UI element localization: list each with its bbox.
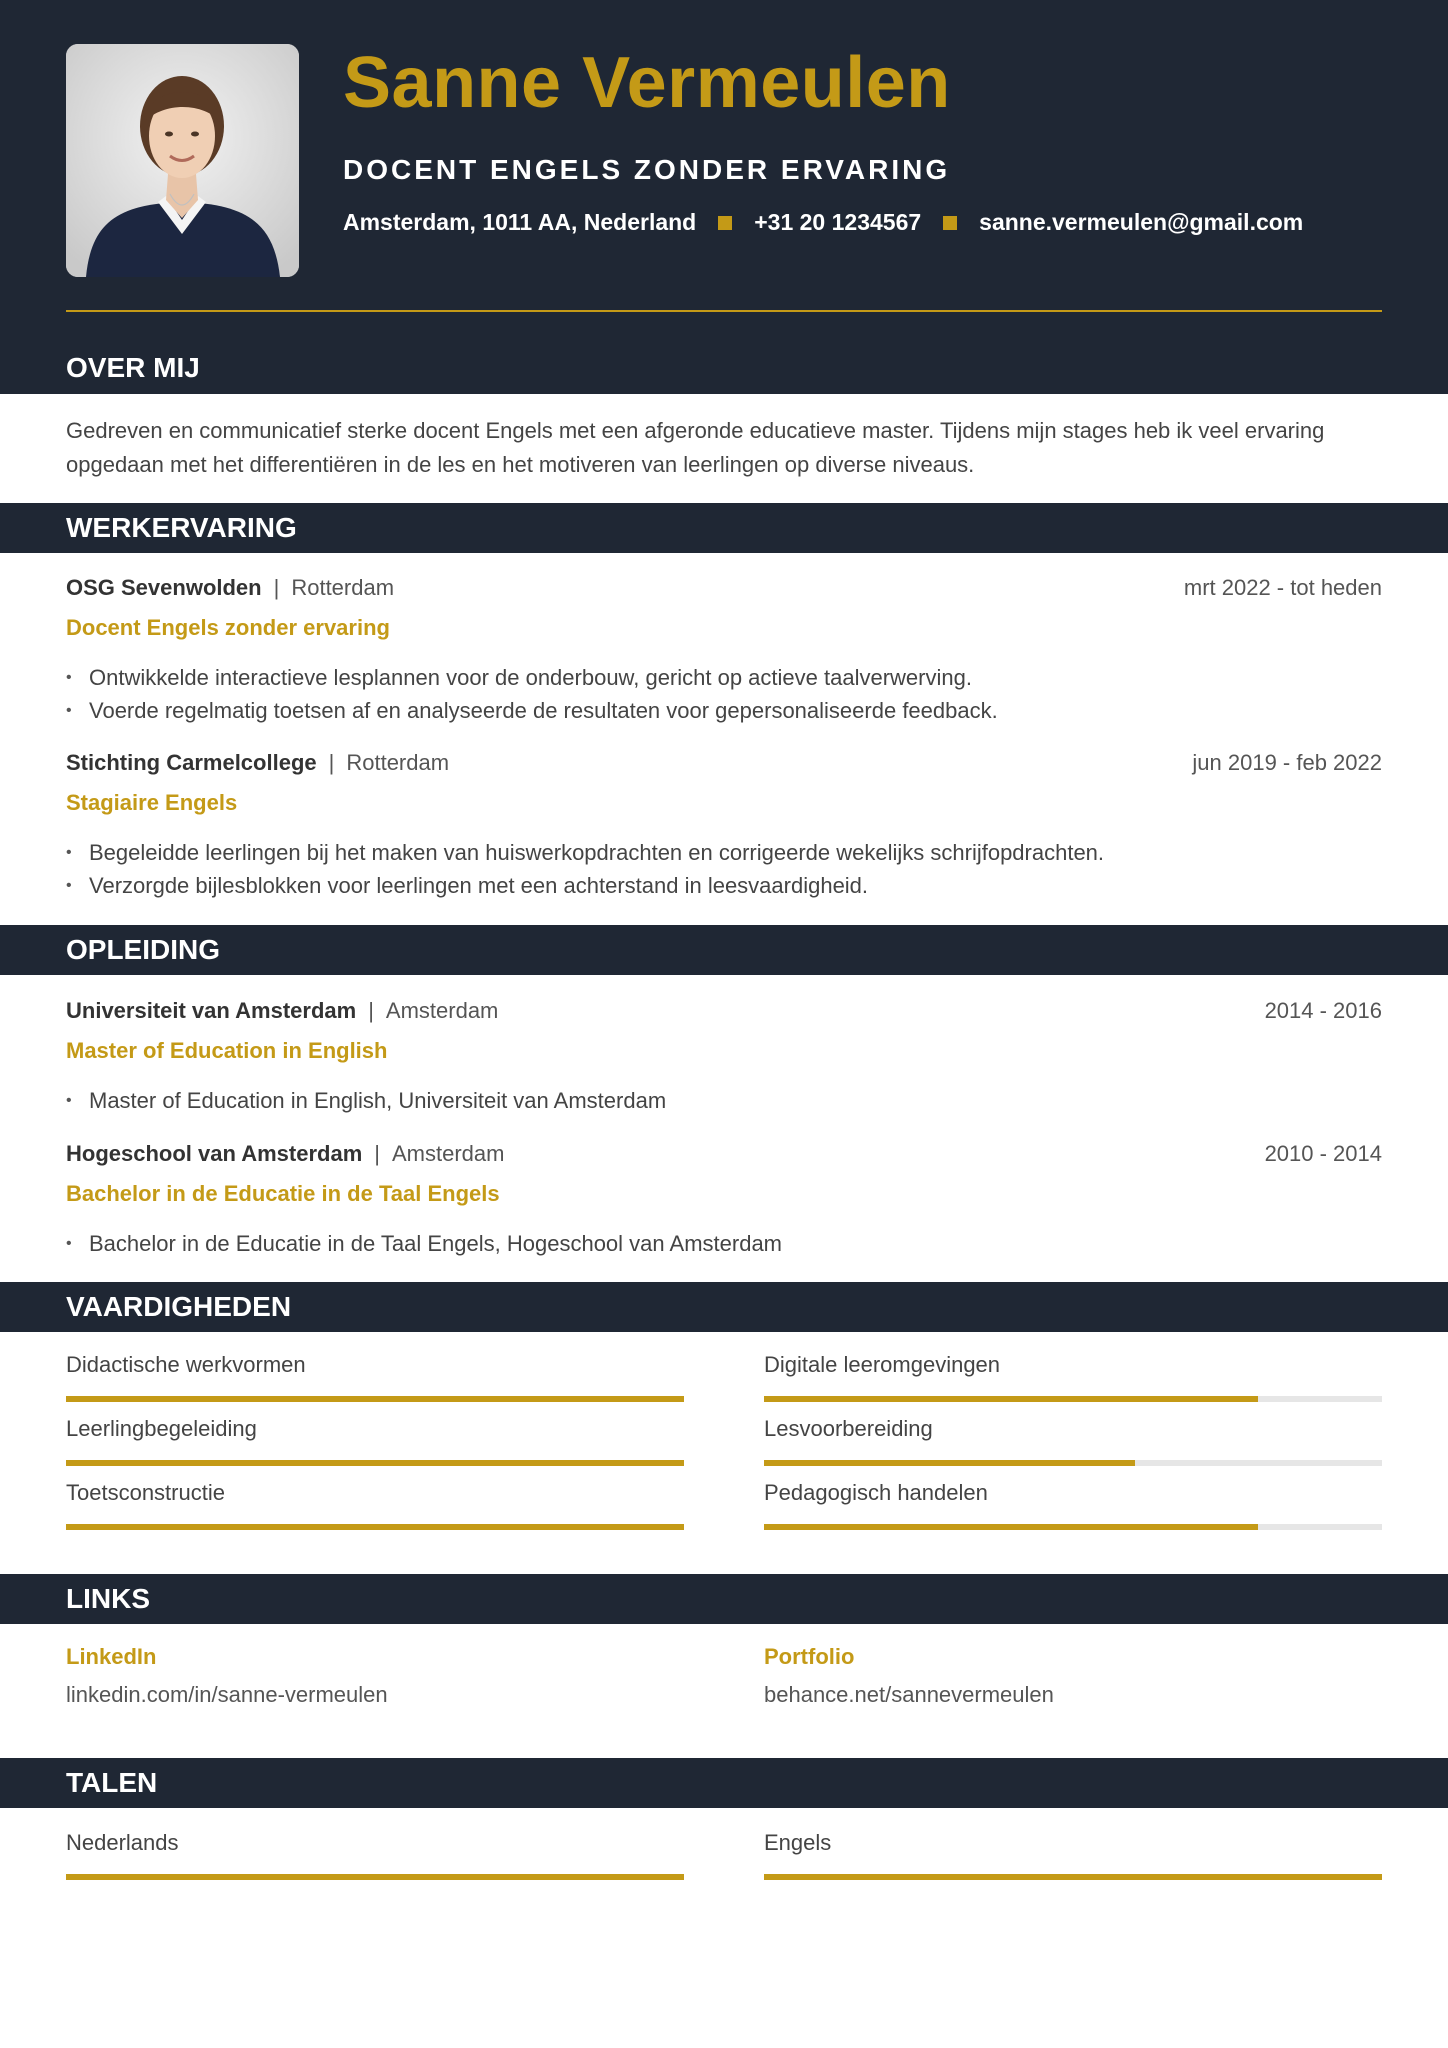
section-band-languages bbox=[0, 1758, 1448, 1808]
section-heading-links: LINKS bbox=[66, 1583, 150, 1614]
link-item-linkedin[interactable] bbox=[66, 1644, 684, 1708]
entry-organization: Stichting Carmelcollege bbox=[66, 750, 317, 775]
link-url[interactable]: behance.net/sannevermeulen bbox=[764, 1682, 1054, 1707]
language-bar-fill bbox=[764, 1874, 1382, 1880]
link-title[interactable]: Portfolio bbox=[764, 1644, 855, 1669]
entry-city: Rotterdam bbox=[346, 750, 450, 775]
skill-bar bbox=[764, 1524, 1382, 1530]
skill-bar bbox=[66, 1524, 684, 1530]
entry-date: 2014 - 2016 bbox=[1264, 998, 1382, 1023]
entry-city: Amsterdam bbox=[385, 998, 499, 1023]
skill-bar-fill bbox=[764, 1396, 1258, 1402]
skill-label: Lesvoorbereiding bbox=[764, 1416, 933, 1441]
skill-bar-fill bbox=[764, 1524, 1258, 1530]
skill-item bbox=[764, 1480, 1382, 1530]
entry-bullets bbox=[66, 1227, 1382, 1260]
section-heading-skills: VAARDIGHEDEN bbox=[66, 1291, 292, 1322]
link-title[interactable]: LinkedIn bbox=[66, 1644, 157, 1669]
link-url[interactable]: linkedin.com/in/sanne-vermeulen bbox=[66, 1682, 388, 1707]
section-band-education bbox=[0, 925, 1448, 975]
entry-separator: | bbox=[374, 1141, 380, 1166]
bullet-item: • Master of Education in English, Universiteit van Amsterdam bbox=[66, 1084, 1382, 1117]
entry-bullets bbox=[66, 661, 1382, 727]
entry-city: Rotterdam bbox=[291, 575, 395, 600]
entry-date: mrt 2022 - tot heden bbox=[1183, 575, 1382, 600]
entry-city: Amsterdam bbox=[391, 1141, 505, 1166]
skill-label: Pedagogisch handelen bbox=[764, 1480, 988, 1505]
entry-role: Stagiaire Engels bbox=[66, 790, 238, 815]
email-text: sanne.vermeulen@gmail.com bbox=[979, 209, 1304, 235]
section-heading-education: OPLEIDING bbox=[66, 934, 221, 965]
phone-text: +31 20 1234567 bbox=[754, 209, 922, 235]
bullet-item: • Begeleidde leerlingen bij het maken van huiswerkopdrachten en corrigeerde wekelijks schrijfopdrachten. bbox=[66, 836, 1382, 869]
link-item-portfolio[interactable] bbox=[764, 1644, 1382, 1708]
skill-label: Digitale leeromgevingen bbox=[764, 1352, 1001, 1377]
candidate-name: Sanne Vermeulen bbox=[343, 43, 951, 123]
skill-item bbox=[764, 1352, 1382, 1402]
entry-separator: | bbox=[273, 575, 280, 600]
skill-bar-fill bbox=[66, 1524, 684, 1530]
section-heading-experience: WERKERVARING bbox=[66, 512, 297, 543]
language-item bbox=[66, 1830, 684, 1880]
entry-date: jun 2019 - feb 2022 bbox=[1192, 750, 1382, 775]
experience-entry bbox=[66, 750, 1382, 902]
skill-bar bbox=[66, 1460, 684, 1466]
header bbox=[0, 0, 1448, 394]
language-bar bbox=[66, 1874, 684, 1880]
profile-photo bbox=[66, 44, 299, 277]
bullet-item: • Bachelor in de Educatie in de Taal Engels, Hogeschool van Amsterdam bbox=[66, 1227, 1382, 1260]
experience-entry bbox=[66, 575, 1382, 727]
separator-square-icon bbox=[943, 216, 957, 230]
section-band-experience bbox=[0, 503, 1448, 553]
section-heading-summary: OVER MIJ bbox=[66, 352, 200, 383]
skill-bar bbox=[764, 1460, 1382, 1466]
header-divider bbox=[66, 310, 1382, 312]
skill-bar-fill bbox=[764, 1460, 1135, 1466]
separator-square-icon bbox=[718, 216, 732, 230]
language-bar-fill bbox=[66, 1874, 684, 1880]
skill-label: Leerlingbegeleiding bbox=[66, 1416, 257, 1441]
entry-organization: Hogeschool van Amsterdam bbox=[66, 1141, 363, 1166]
entry-role: Bachelor in de Educatie in de Taal Engels bbox=[66, 1181, 500, 1206]
skill-label: Didactische werkvormen bbox=[66, 1352, 306, 1377]
entry-organization: Universiteit van Amsterdam bbox=[66, 998, 357, 1023]
skill-bar-fill bbox=[66, 1460, 684, 1466]
skill-bar-fill bbox=[66, 1396, 684, 1402]
summary-text: Gedreven en communicatief sterke docent Engels met een afgeronde educatieve master. Tijdens mijn stages heb ik veel ervaring opgedaan met het differentiëren in de les en het motiveren van leerlingen op diverse niveaus. bbox=[66, 418, 1325, 477]
bullet-item: • Verzorgde bijlesblokken voor leerlingen met een achterstand in leesvaardigheid. bbox=[66, 869, 1382, 902]
education-entry bbox=[66, 998, 1382, 1117]
section-band-links bbox=[0, 1574, 1448, 1624]
skill-bar bbox=[764, 1396, 1382, 1402]
language-label: Nederlands bbox=[66, 1830, 179, 1855]
skill-bar bbox=[66, 1396, 684, 1402]
location-text: Amsterdam, 1011 AA, Nederland bbox=[343, 209, 697, 235]
language-bar bbox=[764, 1874, 1382, 1880]
skill-item bbox=[764, 1416, 1382, 1466]
entry-date: 2010 - 2014 bbox=[1264, 1141, 1382, 1166]
section-heading-languages: TALEN bbox=[66, 1767, 158, 1798]
section-band-skills bbox=[0, 1282, 1448, 1332]
entry-role: Docent Engels zonder ervaring bbox=[66, 615, 390, 640]
entry-separator: | bbox=[368, 998, 374, 1023]
education-entry bbox=[66, 1141, 1382, 1260]
job-title: DOCENT ENGELS ZONDER ERVARING bbox=[343, 154, 951, 185]
entry-bullets bbox=[66, 836, 1382, 902]
skill-item bbox=[66, 1480, 684, 1530]
bullet-item: • Ontwikkelde interactieve lesplannen voor de onderbouw, gericht op actieve taalverwerving. bbox=[66, 661, 1382, 694]
entry-role: Master of Education in English bbox=[66, 1038, 388, 1063]
language-label: Engels bbox=[764, 1830, 832, 1855]
skill-label: Toetsconstructie bbox=[66, 1480, 225, 1505]
entry-bullets bbox=[66, 1084, 1382, 1117]
entry-separator: | bbox=[328, 750, 335, 775]
skill-item bbox=[66, 1416, 684, 1466]
bullet-item: • Voerde regelmatig toetsen af en analyseerde de resultaten voor gepersonaliseerde feedback. bbox=[66, 694, 1382, 727]
language-item bbox=[764, 1830, 1382, 1880]
entry-organization: OSG Sevenwolden bbox=[66, 575, 262, 600]
skill-item bbox=[66, 1352, 684, 1402]
contact-line bbox=[343, 209, 1303, 236]
